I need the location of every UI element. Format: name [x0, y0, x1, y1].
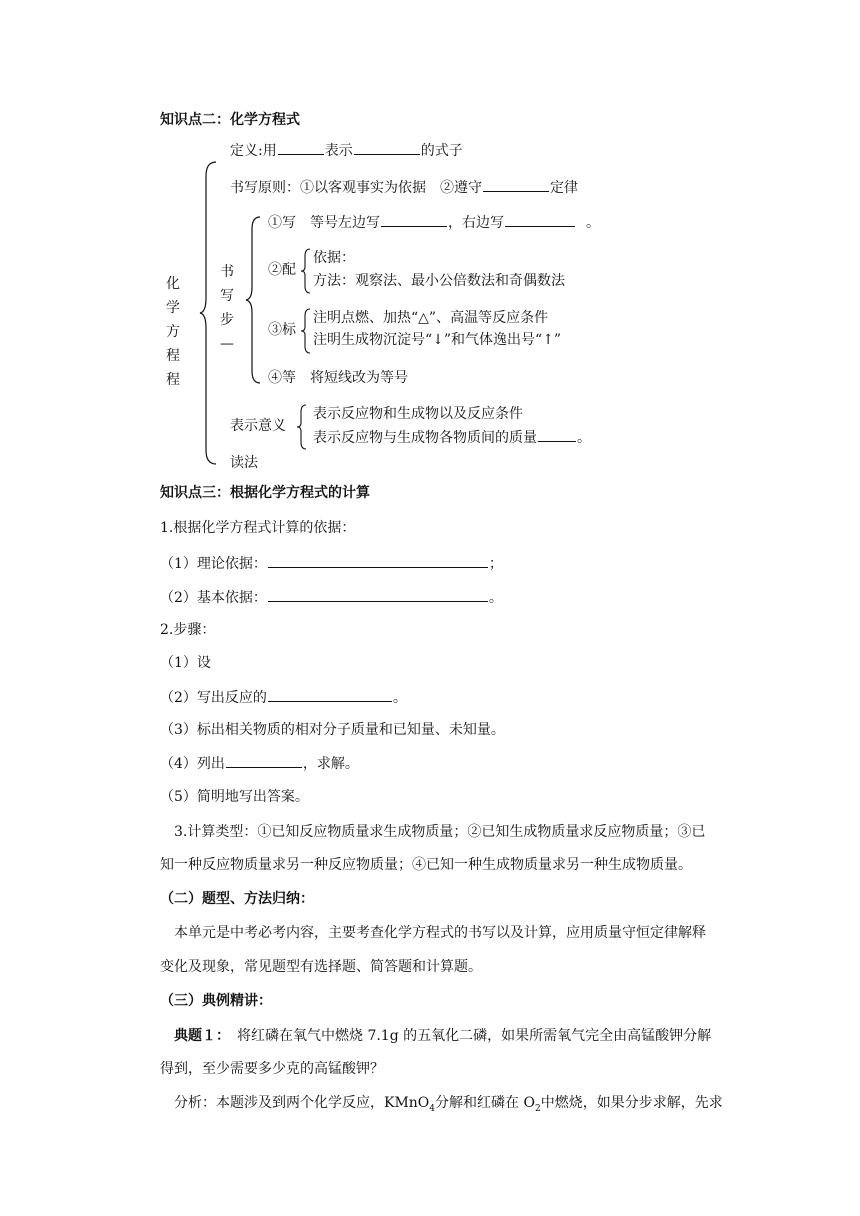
- calc-step-4: （4）列出 ，求解。: [160, 753, 359, 774]
- part2-line2: 变化及现象，常见题型有选择题、简答题和计算题。: [160, 959, 482, 975]
- part2-line1: 本单元是中考必考内容，主要考查化学方程式的书写以及计算，应用质量守恒定律解释: [174, 925, 706, 941]
- calc-types-line2: 知一种反应物质量求另一种反应物质量；④已知一种生成物质量求另一种生成物质量。: [160, 857, 692, 873]
- basis-basic: （2）基本依据： 。: [160, 587, 503, 608]
- calc-step-1: （1）设: [160, 655, 211, 671]
- section3-heading: 知识点三：根据化学方程式的计算: [160, 485, 370, 501]
- meaning-line1: 表示反应物和生成物以及反应条件: [313, 406, 523, 422]
- example-line2: 得到，至少需要多少克的高锰酸钾？: [160, 1061, 384, 1077]
- meaning-blank[interactable]: [538, 427, 576, 442]
- step2-method: 方法：观察法、最小公倍数法和奇偶数法: [313, 273, 565, 289]
- steps-brace: [246, 215, 264, 385]
- reading-line: 读法: [230, 455, 258, 471]
- step3-brace: [300, 308, 312, 354]
- principle-blank[interactable]: [483, 177, 549, 192]
- step1-line: ①写 等号左边写 ，右边写 。: [268, 212, 600, 233]
- step3-conditions: 注明点燃、加热“△”、高温等反应条件: [313, 310, 549, 326]
- basis-theory: （1）理论依据： ；: [160, 553, 503, 574]
- step2-basis: 依据：: [313, 250, 355, 266]
- definition-blank-2[interactable]: [354, 140, 420, 155]
- calc-step-2: （2）写出反应的 。: [160, 687, 407, 708]
- steps-title: 2.步骤：: [160, 622, 216, 638]
- step3-symbols: 注明生成物沉淀号“↓”和气体逸出号“↑”: [313, 332, 562, 348]
- example-line1: 典题１： 将红磷在氧气中燃烧 7.1g 的五氧化二磷，如果所需氧气完全由高锰酸钾分解: [174, 1028, 712, 1044]
- basis-title: 1.根据化学方程式计算的依据：: [160, 520, 356, 536]
- theory-blank[interactable]: [268, 553, 488, 568]
- meaning-brace: [296, 404, 308, 450]
- step2-brace: [300, 248, 312, 294]
- step1-blank-left[interactable]: [381, 212, 447, 227]
- vertical-title: [166, 272, 184, 392]
- part2-heading: （二）题型、方法归纳：: [160, 891, 314, 907]
- step3-label: ③标: [268, 322, 296, 338]
- reaction-blank[interactable]: [268, 687, 392, 702]
- principle-line: 书写原则：①以客观事实为依据 ②遵守 定律: [230, 177, 578, 198]
- step4-line: ④等 将短线改为等号: [268, 370, 408, 386]
- outer-brace: [200, 160, 220, 466]
- example-label: 典题１：: [174, 1028, 223, 1044]
- calc-step-5: （5）简明地写出答案。: [160, 789, 309, 805]
- basic-blank[interactable]: [268, 587, 488, 602]
- step2-label: ②配: [268, 262, 296, 278]
- steps-vertical-title: 书写步—: [220, 264, 234, 352]
- definition-blank-1[interactable]: [278, 140, 324, 155]
- section2-heading: 知识点二：化学方程式: [160, 112, 300, 128]
- definition-line: 定义:用 表示 的式子: [230, 140, 463, 161]
- analysis-line: 分析：本题涉及到两个化学反应，KMnO$_4$分解和红磷在 $O_2$中燃烧，如果分步求解，先求: [174, 1095, 723, 1114]
- meaning-label: 表示意义: [230, 418, 286, 434]
- step1-blank-right[interactable]: [505, 212, 575, 227]
- vertical-title-text: 化学方程程: [166, 276, 180, 388]
- formula-blank[interactable]: [226, 753, 302, 768]
- part3-heading: （三）典例精讲：: [160, 993, 272, 1009]
- calc-step-3: （3）标出相关物质的相对分子质量和已知量、未知量。: [160, 722, 505, 738]
- calc-types-line1: 3.计算类型：①已知反应物质量求生成物质量；②已知生成物质量求反应物质量；③已: [174, 824, 706, 840]
- meaning-line2: 表示反应物与生成物各物质间的质量 。: [313, 427, 591, 448]
